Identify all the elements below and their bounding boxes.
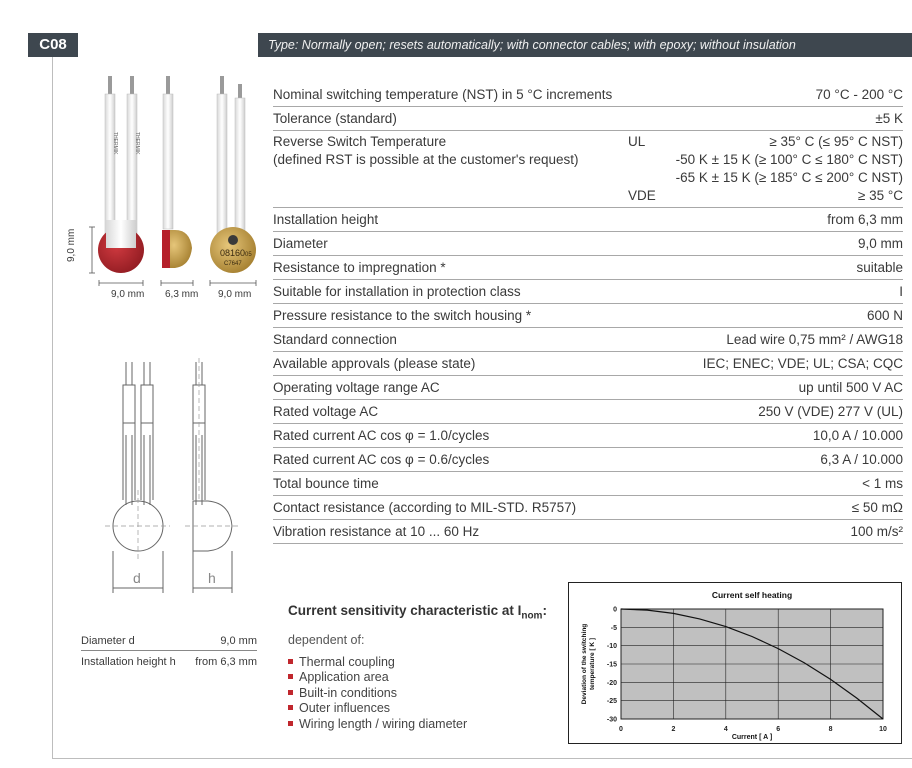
height-symbol: h bbox=[208, 570, 216, 586]
dependency-list bbox=[288, 655, 558, 733]
spec-label: Nominal switching temperature (NST) in 5 °C increments bbox=[273, 87, 613, 102]
spec-row bbox=[273, 376, 903, 400]
dependent-label: dependent of: bbox=[288, 632, 365, 647]
x-tick-label: 4 bbox=[723, 726, 728, 733]
product-code-tab: C08 bbox=[28, 33, 78, 57]
technical-drawing bbox=[100, 350, 250, 595]
type-description-bar: Type: Normally open; resets automatically; with connector cables; with epoxy; without insulation bbox=[258, 33, 912, 57]
spec-value: ±5 K bbox=[875, 111, 903, 126]
spec-row bbox=[273, 328, 903, 352]
spec-label: Installation height bbox=[273, 212, 379, 227]
brand-text: THERMIK bbox=[112, 132, 118, 155]
spec-row bbox=[273, 472, 903, 496]
spec-value: 250 V (VDE) 277 V (UL) bbox=[758, 404, 903, 419]
x-axis-label: Current [ A ] bbox=[731, 734, 773, 741]
x-tick-label: 2 bbox=[671, 726, 676, 733]
spec-value: I bbox=[899, 284, 903, 299]
list-item: Outer influences bbox=[288, 701, 558, 717]
spec-label-note: (defined RST is possible at the customer's request) bbox=[273, 152, 579, 167]
spec-label: Rated current AC cos φ = 0.6/cycles bbox=[273, 452, 490, 467]
photo-width-label-2: 6,3 mm bbox=[165, 289, 199, 300]
spec-row-reverse-switch bbox=[273, 131, 903, 208]
spec-row bbox=[273, 83, 903, 107]
product-photos bbox=[70, 70, 270, 310]
y-tick-label: -30 bbox=[606, 716, 617, 724]
diameter-symbol: d bbox=[133, 570, 141, 586]
dimension-row bbox=[81, 630, 257, 650]
spec-row bbox=[273, 256, 903, 280]
spec-label: Tolerance (standard) bbox=[273, 111, 397, 126]
y-tick-label: -10 bbox=[606, 643, 617, 651]
spec-value: up until 500 V AC bbox=[798, 380, 903, 395]
x-tick-label: 0 bbox=[619, 726, 623, 733]
chart-title: Current self heating bbox=[711, 590, 793, 600]
disc-marking-2: C7647 bbox=[224, 261, 242, 267]
bullet-square-icon bbox=[288, 705, 293, 710]
chart-svg bbox=[569, 583, 900, 742]
spec-label: Total bounce time bbox=[273, 476, 379, 491]
spec-value: -50 K ± 15 K (≥ 100° C ≤ 180° C NST) bbox=[675, 152, 903, 167]
specification-table bbox=[273, 83, 903, 544]
dimension-value: 9,0 mm bbox=[220, 635, 257, 647]
spec-row bbox=[273, 400, 903, 424]
spec-value: ≥ 35 °C bbox=[857, 188, 903, 203]
bullet-square-icon bbox=[288, 674, 293, 679]
x-tick-label: 8 bbox=[828, 726, 833, 733]
spec-value: IEC; ENEC; VDE; UL; CSA; CQC bbox=[702, 356, 903, 371]
spec-label: Contact resistance (according to MIL-STD. R5757) bbox=[273, 500, 577, 515]
spec-label: Diameter bbox=[273, 236, 328, 251]
spec-value: ≤ 50 mΩ bbox=[851, 500, 903, 515]
spec-value: from 6,3 mm bbox=[827, 212, 903, 227]
sensor-photo-2 bbox=[162, 76, 192, 268]
spec-value: < 1 ms bbox=[862, 476, 903, 491]
photo-height-label: 9,0 mm bbox=[66, 228, 77, 262]
spec-label: Vibration resistance at 10 ... 60 Hz bbox=[273, 524, 480, 539]
x-tick-label: 10 bbox=[879, 726, 887, 733]
spec-value: 9,0 mm bbox=[857, 236, 903, 251]
bullet-square-icon bbox=[288, 659, 293, 664]
spec-value: 10,0 A / 10.000 bbox=[812, 428, 903, 443]
dimension-label: Installation height h bbox=[81, 656, 176, 668]
bullet-square-icon bbox=[288, 690, 293, 695]
spec-value: 6,3 A / 10.000 bbox=[820, 452, 903, 467]
sensor-photo-1 bbox=[98, 76, 144, 273]
y-tick-label: 0 bbox=[613, 606, 617, 614]
spec-row bbox=[273, 232, 903, 256]
spec-value: 70 °C - 200 °C bbox=[815, 87, 903, 102]
spec-label: Rated voltage AC bbox=[273, 404, 379, 419]
spec-label: Resistance to impregnation * bbox=[273, 260, 446, 275]
vde-label: VDE bbox=[628, 188, 656, 203]
spec-value: ≥ 35° C (≤ 95° C NST) bbox=[769, 134, 903, 149]
dimension-label: Diameter d bbox=[81, 635, 135, 647]
spec-row bbox=[273, 208, 903, 232]
brand-text-2: THERMIK bbox=[134, 132, 140, 155]
spec-value: suitable bbox=[856, 260, 903, 275]
spec-label: Available approvals (please state) bbox=[273, 356, 476, 371]
y-tick-label: -20 bbox=[606, 679, 617, 687]
bullet-square-icon bbox=[288, 721, 293, 726]
spec-row bbox=[273, 304, 903, 328]
x-tick-label: 6 bbox=[776, 726, 781, 733]
list-item: Wiring length / wiring diameter bbox=[288, 717, 558, 733]
sensor-photo-3 bbox=[210, 76, 256, 273]
current-self-heating-chart bbox=[568, 582, 902, 744]
sensitivity-title: Current sensitivity characteristic at $I_{nom}$: bbox=[288, 603, 547, 622]
spec-row bbox=[273, 520, 903, 544]
list-item: Built-in conditions bbox=[288, 686, 558, 702]
list-item: Thermal coupling bbox=[288, 655, 558, 671]
spec-row bbox=[273, 424, 903, 448]
spec-label: Standard connection bbox=[273, 332, 397, 347]
ul-label: UL bbox=[628, 134, 646, 149]
photo-width-label-1: 9,0 mm bbox=[111, 289, 145, 300]
spec-label: Suitable for installation in protection class bbox=[273, 284, 521, 299]
y-tick-label: -5 bbox=[610, 624, 617, 632]
current-sensitivity-section bbox=[288, 603, 558, 732]
spec-label: Pressure resistance to the switch housing * bbox=[273, 308, 532, 323]
y-tick-label: -25 bbox=[606, 698, 617, 706]
y-tick-label: -15 bbox=[606, 661, 617, 669]
y-axis-label: Deviation of the switchingtemperature [ K ] bbox=[581, 623, 596, 705]
spec-value: -65 K ± 15 K (≥ 185° C ≤ 200° C NST) bbox=[675, 170, 903, 185]
dimension-row bbox=[81, 650, 257, 671]
list-item: Application area bbox=[288, 670, 558, 686]
spec-value: 600 N bbox=[866, 308, 903, 323]
photo-width-label-3: 9,0 mm bbox=[218, 289, 252, 300]
spec-row bbox=[273, 448, 903, 472]
spec-value: 100 m/s² bbox=[850, 524, 903, 539]
disc-marking-1: 0816005 bbox=[220, 248, 252, 258]
dimension-table bbox=[81, 630, 257, 671]
dimension-value: from 6,3 mm bbox=[195, 656, 257, 668]
spec-value: Lead wire 0,75 mm² / AWG18 bbox=[726, 332, 903, 347]
spec-label: Reverse Switch Temperature bbox=[273, 134, 447, 149]
spec-row bbox=[273, 352, 903, 376]
spec-row bbox=[273, 107, 903, 131]
spec-label: Operating voltage range AC bbox=[273, 380, 440, 395]
spec-row bbox=[273, 280, 903, 304]
spec-row bbox=[273, 496, 903, 520]
spec-label: Rated current AC cos φ = 1.0/cycles bbox=[273, 428, 490, 443]
